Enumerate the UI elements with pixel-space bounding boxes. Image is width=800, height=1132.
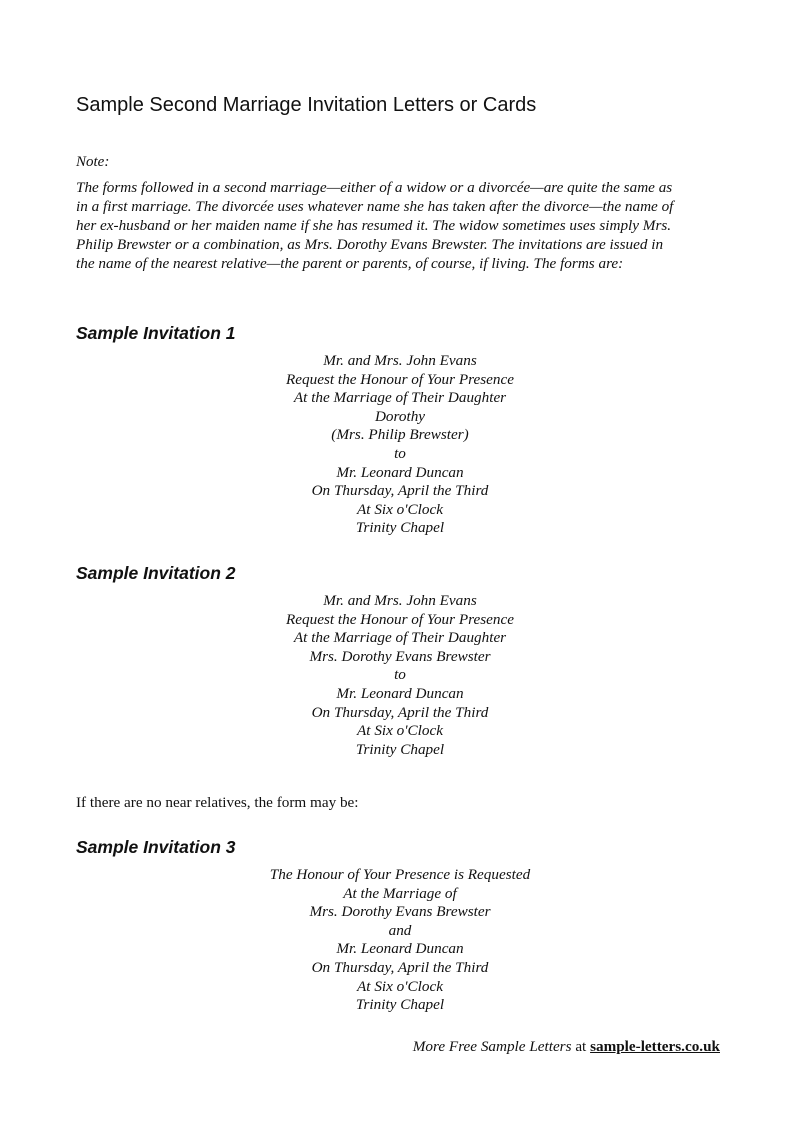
note-paragraph	[76, 178, 726, 273]
footer-connector: at	[575, 1038, 587, 1055]
invitation-line: Mr. Leonard Duncan	[336, 684, 464, 702]
note-line: in a first marriage. The divorcée uses whatever name she has taken after the divorce—the name of	[76, 198, 674, 215]
invitation-3-text	[150, 866, 650, 1015]
invitation-1-heading: Sample Invitation 1	[76, 323, 236, 343]
invitation-line: At Six o'Clock	[357, 722, 443, 740]
invitation-line: to	[394, 666, 406, 684]
invitation-line: At the Marriage of Their Daughter	[293, 389, 507, 407]
page-title: Sample Second Marriage Invitation Letters or Cards	[76, 94, 537, 116]
invitation-line: (Mrs. Philip Brewster)	[331, 426, 469, 444]
invitation-line: At Six o'Clock	[357, 500, 443, 518]
invitation-line: Request the Honour of Your Presence	[286, 370, 514, 388]
invitation-line: and	[388, 921, 412, 939]
invitation-line: At the Marriage of	[343, 884, 457, 902]
sample-letters-link[interactable]: sample-letters.co.uk	[590, 1038, 720, 1055]
invitation-3-heading: Sample Invitation 3	[76, 837, 236, 857]
invitation-1-text	[150, 352, 650, 538]
invitation-line: On Thursday, April the Third	[311, 482, 489, 500]
footer-prefix: More Free Sample Letters	[412, 1038, 572, 1055]
invitation-line: The Honour of Your Presence is Requested	[269, 866, 531, 883]
invitation-line: Mrs. Dorothy Evans Brewster	[309, 903, 491, 921]
note-line: the name of the nearest relative—the parent or parents, of course, if living. The forms are:	[76, 255, 624, 272]
invitation-line: Mr. and Mrs. John Evans	[323, 352, 477, 369]
invitation-line: Mr. Leonard Duncan	[336, 463, 464, 481]
invitation-line: On Thursday, April the Third	[311, 958, 489, 976]
invitation-line: On Thursday, April the Third	[311, 703, 489, 721]
invitation-line: Dorothy	[374, 407, 426, 425]
invitation-line: Trinity Chapel	[355, 996, 445, 1014]
note-line: Philip Brewster or a combination, as Mrs. Dorothy Evans Brewster. The invitations are issued in	[76, 236, 664, 253]
invitation-line: Trinity Chapel	[355, 519, 445, 537]
note-label: Note:	[76, 154, 110, 170]
footer	[413, 1037, 720, 1057]
note-line: her ex-husband or her maiden name if she has resumed it. The widow sometimes uses simply Mrs.	[76, 217, 672, 234]
invitation-2-text	[150, 592, 650, 759]
invitation-line: At the Marriage of Their Daughter	[293, 629, 507, 647]
note-line: The forms followed in a second marriage—either of a widow or a divorcée—are quite the same as	[76, 179, 673, 196]
invitation-line: Mr. and Mrs. John Evans	[323, 592, 477, 609]
no-relatives-text: If there are no near relatives, the form may be:	[76, 794, 359, 811]
invitation-line: to	[394, 444, 406, 462]
invitation-line: At Six o'Clock	[357, 977, 443, 995]
invitation-line: Mrs. Dorothy Evans Brewster	[309, 647, 491, 665]
invitation-line: Request the Honour of Your Presence	[286, 610, 514, 628]
invitation-line: Mr. Leonard Duncan	[336, 940, 464, 958]
invitation-2-heading: Sample Invitation 2	[76, 563, 236, 583]
invitation-line: Trinity Chapel	[355, 740, 445, 758]
